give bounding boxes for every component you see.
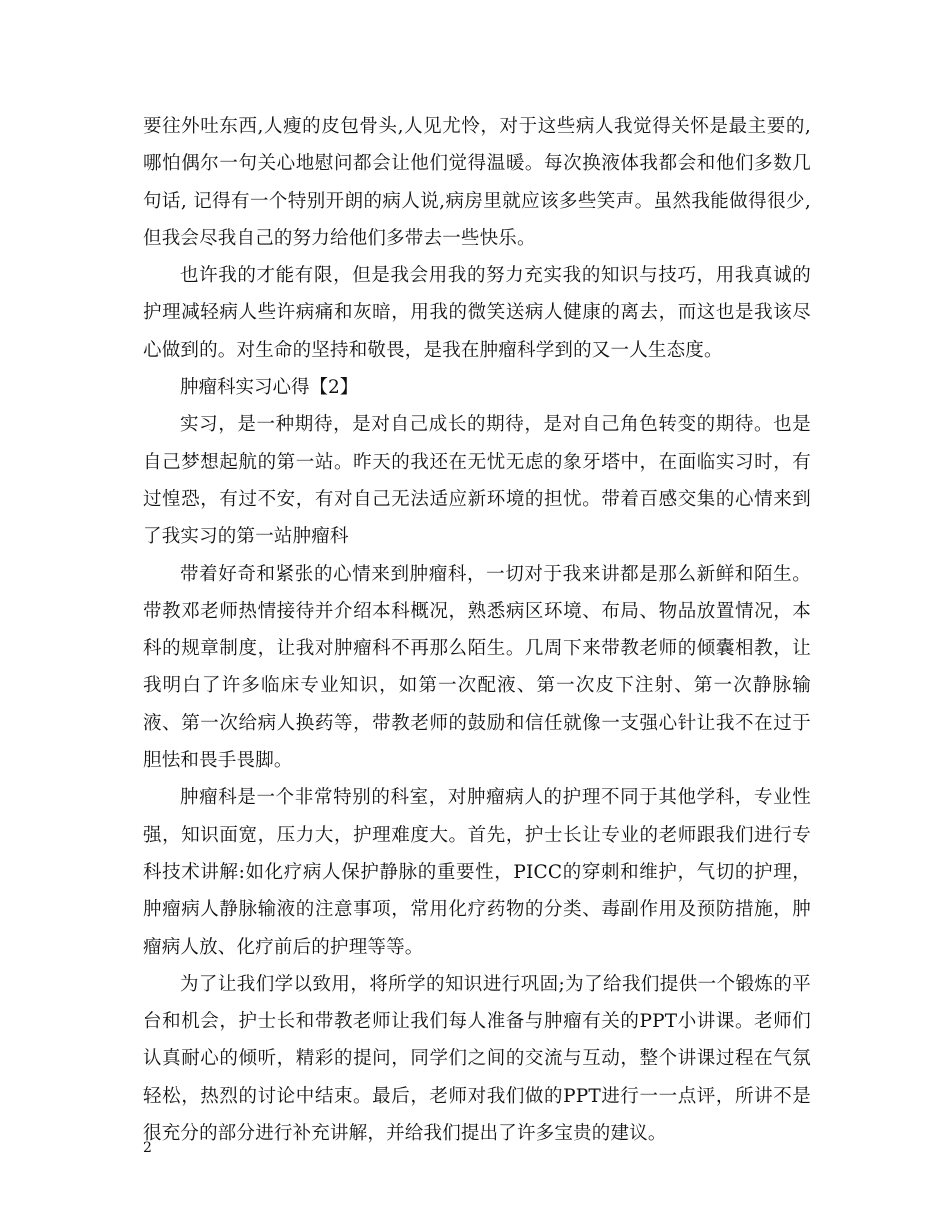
paragraph-continued: 要往外吐东西,人瘦的皮包骨头,人见尤怜，对于这些病人我觉得关怀是最主要的,哪怕偶尔一句关心地慰问都会让他们觉得温暖。每次换液体我都会和他们多数几句话, 记得有一个特别开朗的病人说,病房里就应该多些笑声。虽然我能做得很少,但我会尽我自己的努力给他们多带去一些快乐。 (143, 116, 811, 249)
section-heading: 肿瘤科实习心得【2】 (180, 377, 359, 399)
page-number: 2 (143, 1140, 152, 1156)
paragraph: 带着好奇和紧张的心情来到肿瘤科，一切对于我来讲都是那么新鲜和陌生。带教邓老师热情接待并介绍本科概况，熟悉病区环境、布局、物品放置情况，本科的规章制度，让我对肿瘤科不再那么陌生。几周下来带教老师的倾囊相教，让我明白了许多临床专业知识，如第一次配液、第一次皮下注射、第一次静脉输液、第一次给病人换药等，带教老师的鼓励和信任就像一支强心针让我不在过于胆怯和畏手畏脚。 (143, 563, 811, 772)
paragraph: 肿瘤科是一个非常特别的科室，对肿瘤病人的护理不同于其他学科，专业性强，知识面宽，压力大，护理难度大。首先，护士长让专业的老师跟我们进行专科技术讲解:如化疗病人保护静脉的重要性，PICC的穿刺和维护，气切的护理，肿瘤病人静脉输液的注意事项，常用化疗药物的分类、毒副作用及预防措施，肿瘤病人放、化疗前后的护理等等。 (143, 787, 811, 958)
paragraph: 实习，是一种期待，是对自己成长的期待，是对自己角色转变的期待。也是自己梦想起航的第一站。昨天的我还在无忧无虑的象牙塔中，在面临实习时，有过惶恐，有过不安，有对自己无法适应新环境的担忧。带着百感交集的心情来到了我实习的第一站肿瘤科 (143, 414, 811, 548)
document-body (143, 108, 811, 1152)
paragraph: 也许我的才能有限，但是我会用我的努力充实我的知识与技巧，用我真诚的护理减轻病人些许病痛和灰暗，用我的微笑送病人健康的离去，而这也是我该尽心做到的。对生命的坚持和敬畏，是我在肿瘤科学到的又一人生态度。 (143, 265, 811, 361)
paragraph: 为了让我们学以致用，将所学的知识进行巩固;为了给我们提供一个锻炼的平台和机会，护士长和带教老师让我们每人准备与肿瘤有关的PPT小讲课。老师们认真耐心的倾听，精彩的提问，同学们之间的交流与互动，整个讲课过程在气氛轻松，热烈的讨论中结束。最后，老师对我们做的PPT进行一一点评，所讲不是很充分的部分进行补充讲解，并给我们提出了许多宝贵的建议。 (143, 973, 811, 1145)
